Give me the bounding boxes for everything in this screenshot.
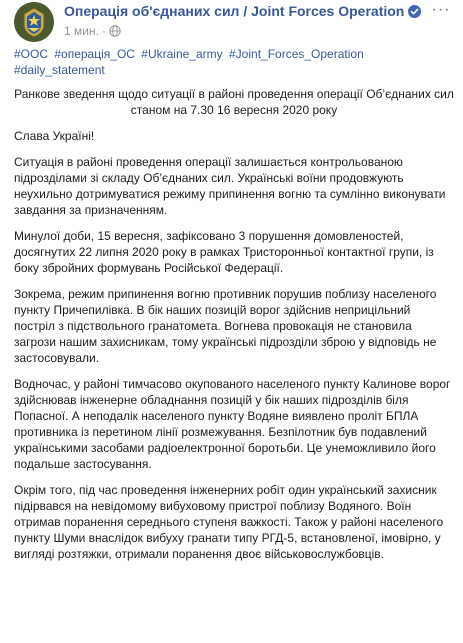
post-paragraph: Ситуація в районі проведення операції залишається контрольованою підрозділами зі складу Об’єднаних сил. Українські воїни продовжують неухильно дотримуватися режиму припинення вогню та сумлінно виконувати завдання за призначенням.: [14, 155, 446, 217]
post-header: [14, 2, 455, 42]
verified-badge-icon: [408, 5, 421, 18]
hashtag-link[interactable]: #Joint_Forces_Operation: [229, 47, 364, 61]
hashtag-link[interactable]: #ООС: [14, 47, 49, 61]
page-name-link[interactable]: [64, 3, 421, 19]
hashtag-link[interactable]: #Ukraine_army: [141, 47, 223, 61]
hashtag-link[interactable]: #daily_statement: [14, 63, 105, 77]
meta-separator: ·: [101, 24, 106, 38]
post-body: [14, 46, 454, 572]
more-options-icon[interactable]: ···: [431, 1, 451, 18]
post-paragraph: Слава Україні!: [14, 129, 95, 143]
post-meta: [64, 24, 121, 38]
page-name[interactable]: Операція об'єднаних сил / Joint Forces Operation: [64, 3, 405, 19]
page-avatar[interactable]: [14, 2, 54, 42]
hashtag-list: [14, 46, 454, 78]
post-paragraph: Водночас, у районі тимчасово окупованого населеного пункту Калинове ворог здійснював інженерне обладнання позицій у бік наших підрозділів біля Попасної. А неподалік населеного пункту Водяне виявлено проліт БПЛА противника із перетином лінії розмежування. Безпілотник був подавлений українськими засобами радіоелектронної боротьби. Це унеможливило його подальше застосування.: [14, 377, 451, 471]
hashtag-link[interactable]: #операція_ОС: [54, 47, 135, 61]
post-title: Ранкове зведення щодо ситуації в районі проведення операції Об’єднаних сил станом на 7.30 16 вересня 2020 року: [14, 87, 454, 117]
globe-icon[interactable]: [109, 25, 121, 37]
post-paragraph: Зокрема, режим припинення вогню противник порушив поблизу населеного пункту Причепилівка. В бік наших позицій ворог здійснив неприцільний постріл з підствольного гранатомета. Вогнева провокація не становила загрози нашим захисникам, тому українські підрозділи зброю у відповідь не застосовували.: [14, 287, 437, 365]
post-paragraph: Минулої доби, 15 вересня, зафіксовано 3 порушення домовленостей, досягнутих 22 липня 2020 року в рамках Тристоронньої контактної групи, із боку збройних формувань Російської Федерації.: [14, 229, 434, 275]
post-timestamp[interactable]: 1 мин.: [64, 24, 99, 38]
post-paragraph: Окрім того, під час проведення інженерних робіт один український захисник підірвався на невідомому вибуховому пристрої поблизу Водяного. Воїн отримав поранення середнього ступеня важкості. Також у районі населеного пункту Шуми внаслідок вибуху гранати типу РГД-5, встановленої, імовірно, у вигляді розтяжки, отримали поранення двоє військовослужбовців.: [14, 483, 444, 561]
joint-forces-emblem-icon: [14, 2, 54, 42]
